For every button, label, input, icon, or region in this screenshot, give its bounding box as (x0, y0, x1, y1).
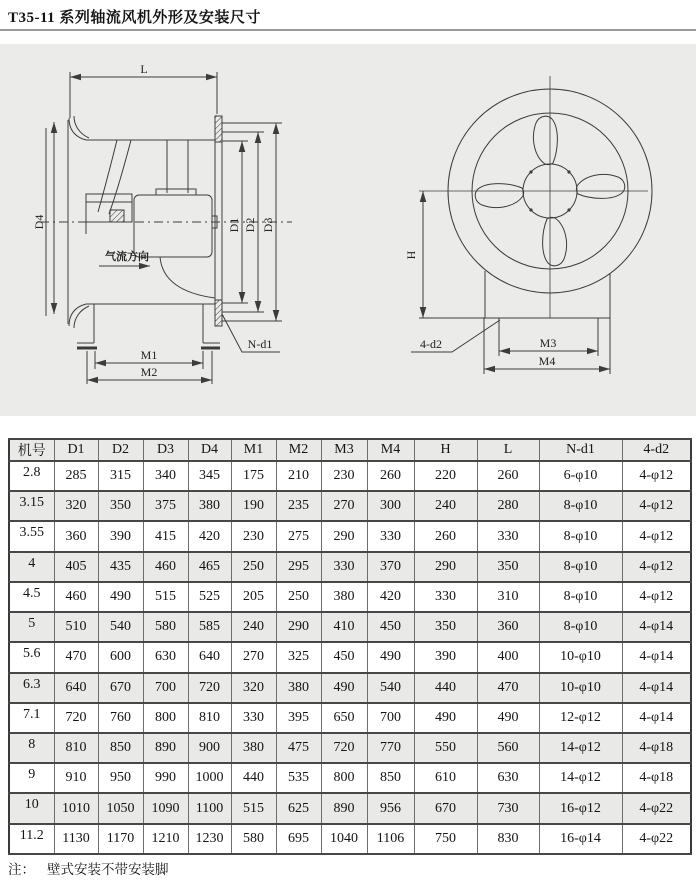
dim-label-M4: M4 (538, 354, 556, 368)
footnote-label: 注： (8, 862, 35, 877)
dimension-cell: 4-φ12 (622, 491, 691, 521)
dimension-cell: 400 (477, 642, 539, 672)
dim-label-M3: M3 (539, 336, 557, 350)
dimension-cell: 290 (321, 521, 367, 551)
table-row (9, 733, 691, 763)
dimension-cell: 650 (321, 703, 367, 733)
dimension-cell: 490 (477, 703, 539, 733)
table-row (9, 703, 691, 733)
dimension-cell: 315 (98, 461, 143, 491)
dimension-cell: 700 (143, 673, 188, 703)
table-row (9, 582, 691, 612)
dimension-cell: 290 (276, 612, 321, 642)
dimension-cell: 220 (414, 461, 477, 491)
column-header-D2: D2 (98, 439, 143, 461)
dimension-cell: 325 (276, 642, 321, 672)
column-header-M1: M1 (231, 439, 276, 461)
dimension-cell: 10-φ10 (539, 642, 622, 672)
dimension-cell: 8-φ10 (539, 582, 622, 612)
dimension-cell: 395 (276, 703, 321, 733)
dimension-cell: 450 (367, 612, 414, 642)
dimension-cell: 360 (477, 612, 539, 642)
footnote (8, 858, 169, 878)
dim-label-4-d2: 4-d2 (420, 337, 442, 351)
dimension-cell: 190 (231, 491, 276, 521)
dimension-cell: 700 (367, 703, 414, 733)
dim-label-N-d1: N-d1 (247, 337, 273, 351)
dimension-cell: 490 (414, 703, 477, 733)
dimension-cell: 460 (143, 552, 188, 582)
dimension-cell: 670 (98, 673, 143, 703)
dimension-cell: 580 (143, 612, 188, 642)
dimension-cell: 380 (276, 673, 321, 703)
dimension-cell: 4-φ18 (622, 763, 691, 793)
dimension-cell: 230 (321, 461, 367, 491)
dimension-cell: 610 (414, 763, 477, 793)
dim-label-D2: D2 (243, 217, 257, 233)
dimension-cell: 210 (276, 461, 321, 491)
dimension-cell: 1000 (188, 763, 231, 793)
dimension-cell: 640 (188, 642, 231, 672)
table-row (9, 673, 691, 703)
dimension-cell: 8-φ10 (539, 612, 622, 642)
table-row (9, 521, 691, 551)
dimension-cell: 4-φ14 (622, 673, 691, 703)
dimension-cell: 330 (231, 703, 276, 733)
dimension-cell: 1010 (54, 793, 98, 823)
fan-size-cell: 4.5 (9, 582, 54, 612)
dimension-cell: 630 (143, 642, 188, 672)
table-row (9, 763, 691, 793)
dimension-cell: 1130 (54, 824, 98, 854)
dimension-cell: 4-φ12 (622, 461, 691, 491)
dimension-cell: 6-φ10 (539, 461, 622, 491)
fan-size-cell: 7.1 (9, 703, 54, 733)
front-view (411, 76, 652, 374)
dimension-cell: 695 (276, 824, 321, 854)
dimension-cell: 490 (98, 582, 143, 612)
dimension-cell: 540 (98, 612, 143, 642)
column-header-D3: D3 (143, 439, 188, 461)
dimension-cell: 470 (477, 673, 539, 703)
table-row (9, 552, 691, 582)
dimension-cell: 580 (231, 824, 276, 854)
dimension-cell: 890 (143, 733, 188, 763)
dimension-cell: 380 (188, 491, 231, 521)
fan-size-cell: 5.6 (9, 642, 54, 672)
dimension-cell: 260 (477, 461, 539, 491)
dimension-cell: 730 (477, 793, 539, 823)
dimension-cell: 800 (143, 703, 188, 733)
dimension-cell: 375 (143, 491, 188, 521)
dimension-cell: 535 (276, 763, 321, 793)
dim-label-D4: D4 (32, 214, 46, 230)
dimension-cell: 830 (477, 824, 539, 854)
table-row (9, 824, 691, 854)
dimension-cell: 585 (188, 612, 231, 642)
dimension-cell: 410 (321, 612, 367, 642)
dimension-cell: 8-φ10 (539, 552, 622, 582)
dimension-cell: 12-φ12 (539, 703, 622, 733)
dimension-cell: 240 (231, 612, 276, 642)
dimension-cell: 405 (54, 552, 98, 582)
fan-size-cell: 3.15 (9, 491, 54, 521)
table-row (9, 793, 691, 823)
dimension-cell: 360 (54, 521, 98, 551)
dimension-cell: 440 (414, 673, 477, 703)
column-header-M3: M3 (321, 439, 367, 461)
column-header-N-d1: N-d1 (539, 439, 622, 461)
dimension-cell: 4-φ12 (622, 552, 691, 582)
dimension-cell: 560 (477, 733, 539, 763)
dimension-cell: 670 (414, 793, 477, 823)
dimension-cell: 760 (98, 703, 143, 733)
column-header-D1: D1 (54, 439, 98, 461)
dimension-cell: 320 (54, 491, 98, 521)
dimension-cell: 270 (231, 642, 276, 672)
dimension-cell: 950 (98, 763, 143, 793)
dimension-cell: 956 (367, 793, 414, 823)
fan-size-cell: 6.3 (9, 673, 54, 703)
dimension-cell: 1230 (188, 824, 231, 854)
dimension-cell: 4-φ22 (622, 824, 691, 854)
dimension-cell: 350 (414, 612, 477, 642)
dimension-cell: 510 (54, 612, 98, 642)
column-header-D4: D4 (188, 439, 231, 461)
dimension-cell: 460 (54, 582, 98, 612)
dimension-cell: 770 (367, 733, 414, 763)
fan-size-cell: 2.8 (9, 461, 54, 491)
column-header-M2: M2 (276, 439, 321, 461)
column-header-L: L (477, 439, 539, 461)
dimension-cell: 640 (54, 673, 98, 703)
dimension-cell: 630 (477, 763, 539, 793)
table-row (9, 612, 691, 642)
dimension-cell: 720 (321, 733, 367, 763)
dim-label-L: L (140, 62, 148, 76)
dimension-cell: 240 (414, 491, 477, 521)
dimension-cell: 10-φ10 (539, 673, 622, 703)
dimension-cell: 890 (321, 793, 367, 823)
dimension-cell: 450 (321, 642, 367, 672)
dimension-cell: 330 (477, 521, 539, 551)
dimension-cell: 4-φ12 (622, 582, 691, 612)
dimension-cell: 8-φ10 (539, 521, 622, 551)
dimension-cell: 440 (231, 763, 276, 793)
dim-label-H: H (404, 250, 418, 260)
dimension-cell: 16-φ14 (539, 824, 622, 854)
dimension-cell: 280 (477, 491, 539, 521)
dimension-cell: 1106 (367, 824, 414, 854)
dimension-cell: 850 (367, 763, 414, 793)
dimension-cell: 175 (231, 461, 276, 491)
dimension-cell: 350 (98, 491, 143, 521)
dimension-cell: 380 (321, 582, 367, 612)
dimension-cell: 14-φ12 (539, 763, 622, 793)
dimension-cell: 4-φ22 (622, 793, 691, 823)
fan-size-cell: 10 (9, 793, 54, 823)
dimension-cell: 330 (321, 552, 367, 582)
dimension-cell: 800 (321, 763, 367, 793)
dimension-cell: 295 (276, 552, 321, 582)
fan-size-cell: 3.55 (9, 521, 54, 551)
column-header-M4: M4 (367, 439, 414, 461)
table-row (9, 642, 691, 672)
dimension-cell: 420 (188, 521, 231, 551)
dimension-cell: 525 (188, 582, 231, 612)
table-row (9, 491, 691, 521)
dimension-cell: 260 (367, 461, 414, 491)
dimension-cell: 720 (188, 673, 231, 703)
dimension-cell: 260 (414, 521, 477, 551)
dimension-cell: 310 (477, 582, 539, 612)
dimension-cell: 340 (143, 461, 188, 491)
dimension-cell: 990 (143, 763, 188, 793)
dim-label-M2: M2 (140, 365, 158, 379)
dimension-cell: 370 (367, 552, 414, 582)
table-header-row (9, 439, 691, 461)
dimension-cell: 750 (414, 824, 477, 854)
dimension-cell: 720 (54, 703, 98, 733)
dimension-cell: 550 (414, 733, 477, 763)
dimension-cell: 390 (414, 642, 477, 672)
dimension-cell: 625 (276, 793, 321, 823)
dim-label-M1: M1 (140, 348, 158, 362)
dimension-cell: 235 (276, 491, 321, 521)
dimension-cell: 600 (98, 642, 143, 672)
fan-size-cell: 4 (9, 552, 54, 582)
dimension-cell: 515 (231, 793, 276, 823)
fan-size-cell: 11.2 (9, 824, 54, 854)
dimension-cell: 1090 (143, 793, 188, 823)
column-header-H: H (414, 439, 477, 461)
column-header-4-d2: 4-d2 (622, 439, 691, 461)
dimension-cell: 285 (54, 461, 98, 491)
dimension-cell: 1100 (188, 793, 231, 823)
dim-label-D1: D1 (227, 217, 241, 233)
table-row (9, 461, 691, 491)
dimension-cell: 250 (276, 582, 321, 612)
dimension-cell: 475 (276, 733, 321, 763)
column-header-机号: 机号 (9, 439, 54, 461)
dimension-cell: 1210 (143, 824, 188, 854)
airflow-direction-label: 气流方向 (105, 251, 149, 263)
dimension-cell: 380 (231, 733, 276, 763)
dimension-cell: 300 (367, 491, 414, 521)
dimension-cell: 270 (321, 491, 367, 521)
dimension-cell: 4-φ18 (622, 733, 691, 763)
drawing-svg (0, 44, 696, 416)
table-body (9, 461, 691, 854)
dim-label-D3: D3 (261, 217, 275, 233)
dimension-cell: 330 (367, 521, 414, 551)
dimension-cell: 4-φ12 (622, 521, 691, 551)
dimension-cell: 275 (276, 521, 321, 551)
dimension-cell: 465 (188, 552, 231, 582)
dimension-cell: 1170 (98, 824, 143, 854)
dimension-cell: 350 (477, 552, 539, 582)
dimension-cell: 1040 (321, 824, 367, 854)
footnote-text: 壁式安装不带安装脚 (47, 862, 169, 877)
dimension-cell: 810 (188, 703, 231, 733)
dimension-cell: 250 (231, 552, 276, 582)
dimension-cell: 810 (54, 733, 98, 763)
dimension-cell: 515 (143, 582, 188, 612)
dimension-cell: 490 (367, 642, 414, 672)
title-rule (0, 29, 696, 31)
dimension-cell: 490 (321, 673, 367, 703)
dimension-cell: 415 (143, 521, 188, 551)
fan-dimension-drawing (0, 44, 696, 416)
dimension-cell: 4-φ14 (622, 612, 691, 642)
dimension-cell: 4-φ14 (622, 703, 691, 733)
fan-size-cell: 5 (9, 612, 54, 642)
dimension-cell: 205 (231, 582, 276, 612)
dimension-table-wrap (8, 438, 692, 855)
dimensions-table (8, 438, 692, 855)
dimension-cell: 16-φ12 (539, 793, 622, 823)
dimension-cell: 540 (367, 673, 414, 703)
dimension-cell: 8-φ10 (539, 491, 622, 521)
dimension-cell: 850 (98, 733, 143, 763)
dimension-cell: 14-φ12 (539, 733, 622, 763)
dimension-cell: 330 (414, 582, 477, 612)
dimension-cell: 900 (188, 733, 231, 763)
dimension-cell: 230 (231, 521, 276, 551)
dimension-cell: 420 (367, 582, 414, 612)
fan-size-cell: 9 (9, 763, 54, 793)
dimension-cell: 435 (98, 552, 143, 582)
dimension-cell: 345 (188, 461, 231, 491)
dimension-cell: 4-φ14 (622, 642, 691, 672)
page-title: T35-11 系列轴流风机外形及安装尺寸 (8, 10, 261, 26)
fan-size-cell: 8 (9, 733, 54, 763)
dimension-cell: 390 (98, 521, 143, 551)
dimension-cell: 1050 (98, 793, 143, 823)
dimension-cell: 320 (231, 673, 276, 703)
dimension-cell: 910 (54, 763, 98, 793)
dimension-cell: 470 (54, 642, 98, 672)
dimension-cell: 290 (414, 552, 477, 582)
